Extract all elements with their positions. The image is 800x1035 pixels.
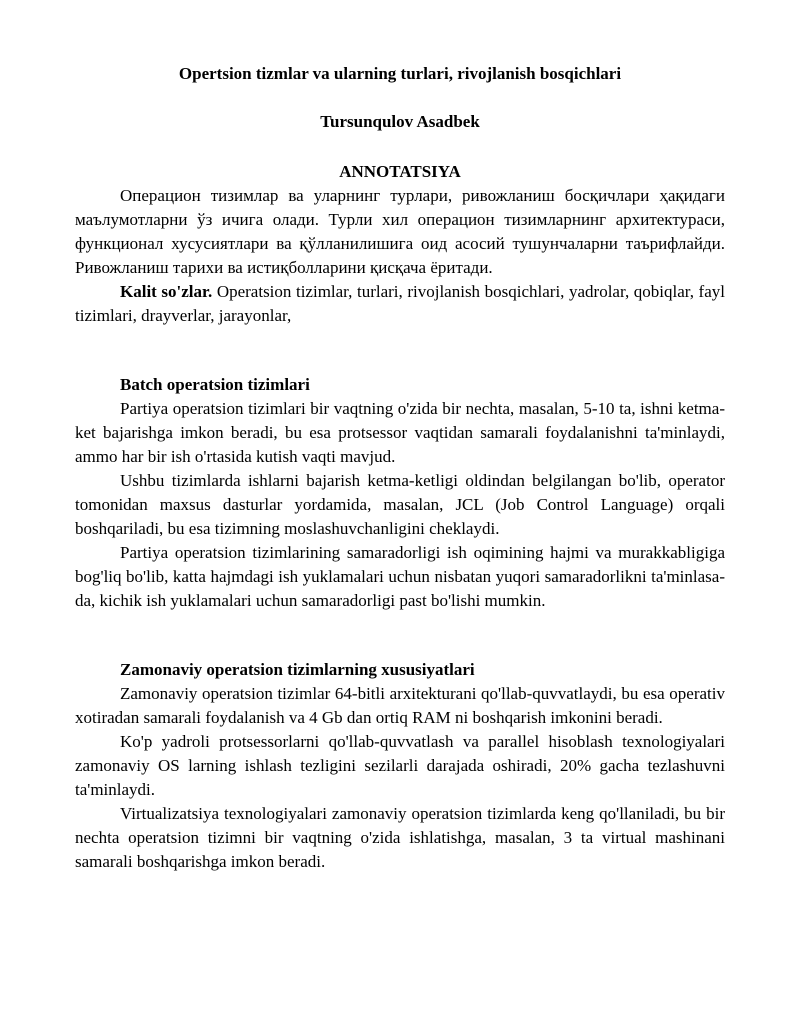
section-heading-modern: Zamonaviy operatsion tizimlarning xususiyatlari xyxy=(120,660,475,679)
section-heading-batch: Batch operatsion tizimlari xyxy=(120,375,310,394)
document-title: Opertsion tizmlar va ularning turlari, rivojlanish bosqichlari xyxy=(178,64,622,83)
section-paragraph: Ko'p yadroli protsessorlarni qo'llab-quvvatlash va parallel hisoblash texnologiyalari zamonaviy OS larning ishlash tezligini sezilarli darajada oshiradi, 20% gacha tezlashuvni ta'minlaydi. xyxy=(75,732,725,799)
keywords-paragraph xyxy=(75,280,725,328)
section-paragraph: Partiya operatsion tizimlari bir vaqtning o'zida bir nechta, masalan, 5-10 ta, ishni ketma-ket bajarishga imkon beradi, bu esa protsessor vaqtidan samarali foydalanishni ta'minlaydi, ammo har bir ish o'rtasida kutish vaqti mavjud. xyxy=(75,399,725,466)
section-paragraph: Zamonaviy operatsion tizimlar 64-bitli arxitekturani qo'llab-quvvatlaydi, bu esa operativ xotiradan samarali foydalanish va 4 Gb dan ortiq RAM ni boshqarish imkonini beradi. xyxy=(75,684,725,727)
section-paragraph: Partiya operatsion tizimlarining samaradorligi ish oqimining hajmi va murakkabligiga bog'liq bo'lib, katta hajmdagi ish yuklamalari uchun nisbatan yuqori samaradorlikni ta'minlasa-da, kichik ish yuklamalari uchun samaradorligi past bo'lishi mumkin. xyxy=(75,543,725,610)
annotation-heading: ANNOTATSIYA xyxy=(339,162,461,181)
annotation-text: Операцион тизимлар ва уларнинг турлари, ривожланиш босқичлари ҳақидаги маълумотларни ўз ичига олади. Турли хил операцион тизимларнинг архитектураси, функционал хусусиятлари ва қўлланилишига оид асосий тушунчаларни таърифлайди. Ривожланиш тарихи ва истиқболларини қисқача ёритади. xyxy=(75,186,725,277)
section-paragraph: Virtualizatsiya texnologiyalari zamonaviy operatsion tizimlarda keng qo'llaniladi, bu bir nechta operatsion tizimni bir vaqtning o'zida ishlatishga, masalan, 3 ta virtual mashinani samarali boshqarishga imkon beradi. xyxy=(75,804,725,871)
author-name: Tursunqulov Asadbek xyxy=(320,112,480,131)
keywords-label: Kalit so'zlar. xyxy=(120,282,213,301)
section-paragraph: Ushbu tizimlarda ishlarni bajarish ketma-ketligi oldindan belgilangan bo'lib, operator tomonidan maxsus dasturlar yordamida, masalan, JCL (Job Control Language) orqali boshqariladi, bu esa tizimning moslashuvchanligini cheklaydi. xyxy=(75,471,725,538)
keywords-text: Operatsion tizimlar, turlari, rivojlanish bosqichlari, yadrolar, qobiqlar, fayl tizimlari, drayverlar, jarayonlar, xyxy=(75,282,725,325)
